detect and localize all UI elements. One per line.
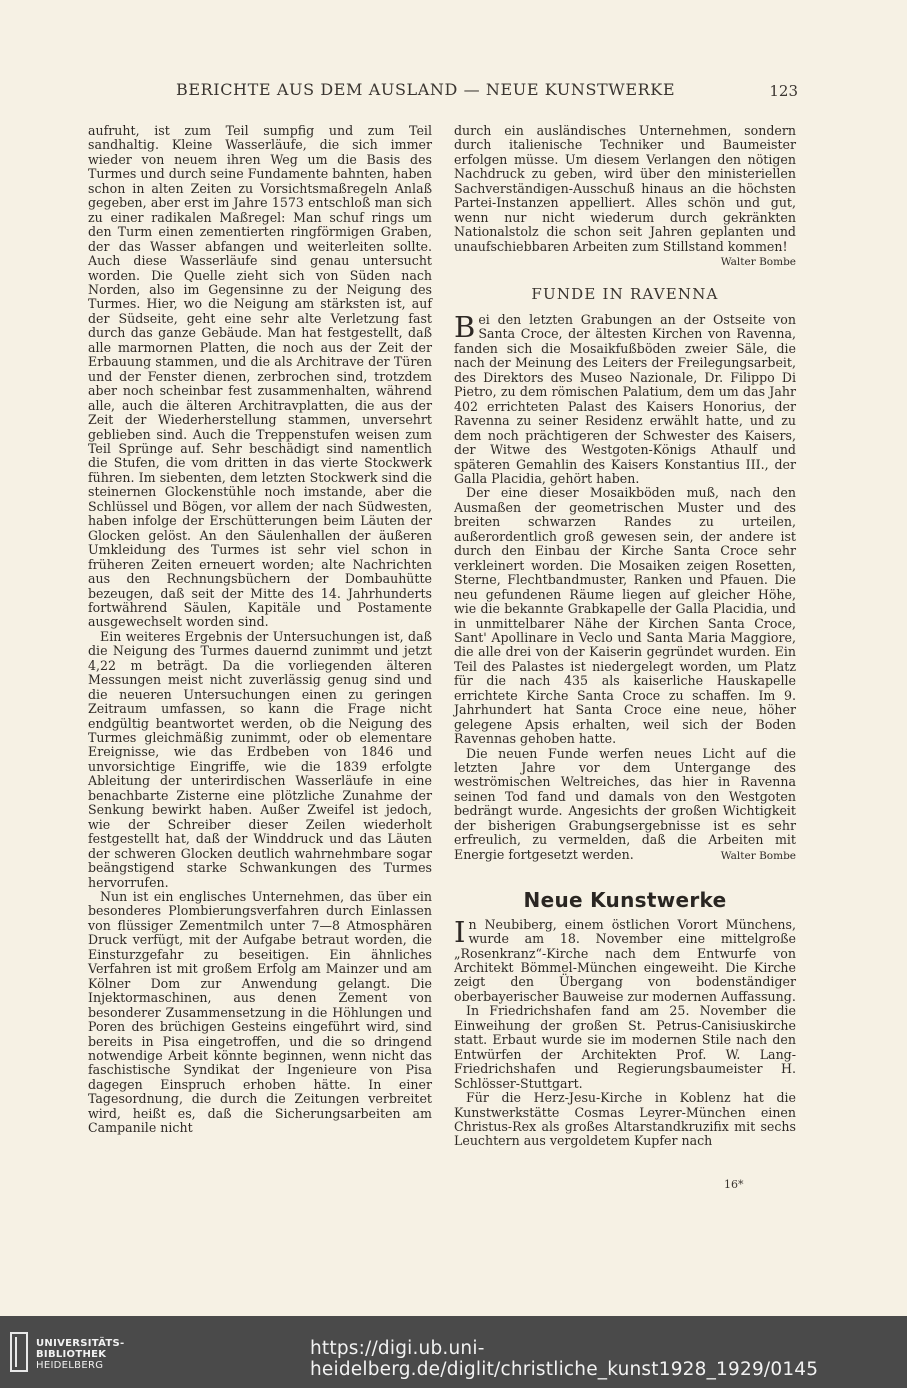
intro-paragraph — [454, 123, 796, 269]
signature-mark: 16* — [724, 1178, 744, 1191]
section2-paragraph-2: In Friedrichshafen fand am 25. November die Einweihung der großen St. Petrus-Canisiuskirche statt. Erbaut wurde sie im modernen Stile nach den Entwürfen der Architekten Prof. W. Lang-Friedrichshafen und Regierungsbaumeister H. Schlösser-Stuttgart. — [454, 1003, 796, 1091]
section1-paragraph-3 — [454, 747, 796, 863]
library-footer-bar — [0, 1316, 907, 1388]
running-header — [86, 80, 798, 106]
page-number: 123 — [769, 82, 798, 100]
library-logo-icon — [10, 1332, 28, 1372]
section1-dropcap: B — [454, 309, 476, 344]
section1-paragraph-2: Der eine dieser Mosaikböden muß, nach den Ausmaßen der geometrischen Muster und des breiten schwarzen Randes zu urteilen, außerordentlich groß gewesen sein, der andere ist durch den Einbau der Kirche Santa Croce sehr verkleinert worden. Die Mosaiken zeigen Rosetten, Sterne, Flechtbandmuster, Ranken und Pfauen. Die neu gefundenen Räume liegen auf gleicher Höhe, wie die bekannte Grabkapelle der Galla Placidia, und in unmittelbarer Nähe der Kirchen Santa Croce, Sant' Apollinare in Veclo und Santa Maria Maggiore, die alle drei von der Kaiserin gegründet wurden. Ein Teil des Palastes ist niedergelegt worden, um Platz für die nach 435 als kaiserliche Hauskapelle errichtete Kirche Santa Croce zu schaffen. Im 9. Jahrhundert hat Santa Croce eine neue, höher gelegene Apsis erhalten, weil sich der Boden Ravennas gehoben hatte. — [454, 485, 796, 747]
institution-line-3: HEIDELBERG — [36, 1360, 104, 1371]
permalink-url[interactable]: https://digi.ub.uni-heidelberg.de/diglit/christliche_kunst1928_1929/0145 — [310, 1338, 819, 1380]
section1-p1-text: ei den letzten Grabungen an der Ostseite von Santa Croce, der ältesten Kirchen von Ravenna, fanden sich die Mosaikfußböden zweier Säle, die nach der Meinung des Leiters der Freilegungsarbeit, des Direktors des Museo Nazionale, Dr. Filippo Di Pietro, zu dem römischen Palatium, dem um das Jahr 402 errichteten Palast des Kaisers Honorius, der Ravenna zu seiner Residenz erwählt hatte, und zu dem noch prächtigeren der Schwester des Kaisers, der Witwe des Westgoten-Königs Athaulf und späteren Gemahlin des Kaisers Konstantius III., der Galla Placidia, gehört haben. — [454, 311, 796, 486]
left-paragraph-1: aufruht, ist zum Teil sumpfig und zum Teil sandhaltig. Kleine Wasserläufe, die sich immer wieder von neuem ihren Weg um die Basis des Turmes und durch seine Fundamente bahnten, haben schon in alten Zeiten zu Vorsichtsmaßregeln Anlaß gegeben, aber erst im Jahre 1573 entschloß man sich zu einer radikalen Maßregel: Man schuf rings um den Turm einen zementierten ringförmigen Graben, der das Wasser abfangen und weiterleiten sollte. Auch diese Wasserläufe sind genau untersucht worden. Die Quelle zieht sich von Süden nach Norden, also im Gegensinne zu der Neigung des Turmes. Hier, wo die Neigung am stärksten ist, auf der Südseite, geht eine sehr alte Verletzung fast durch das ganze Gebäude. Man hat festgestellt, daß alle marmornen Platten, die noch aus der Zeit der Erbauung stammen, und die als Architrave der Türen und der Fenster dienen, zerbrochen sind, trotzdem aber noch scheinbar fest zusammenhalten, während alle, auch die älteren Architravplatten, die aus der Zeit der Wiederherstellung stammen, unversehrt geblieben sind. Auch die Treppenstufen weisen zum Teil Sprünge auf. Sehr beschädigt sind namentlich die Stufen, die vom dritten in das vierte Stockwerk führen. Im siebenten, dem letzten Stockwerk sind die steinernen Glockenstühle noch imstande, aber die Schlüssel und Bögen, vor allem der nach Südwesten, haben infolge der Erschütterungen beim Läuten der Glocken gelöst. An den Säulenhallen der äußeren Umkleidung des Turmes ist sehr viel schon in früheren Zeiten erneuert worden; alte Nachrichten aus den Rechnungsbüchern der Dombauhütte bezeugen, daß seit der Mitte des 14. Jahrhunderts fortwährend Säulen, Kapitäle und Postamente ausgewechselt worden sind. — [88, 123, 432, 630]
section-title-neue-kunstwerke: Neue Kunstwerke — [523, 888, 727, 913]
section2-paragraph-1 — [454, 914, 796, 1005]
left-paragraph-2: Ein weiteres Ergebnis der Untersuchungen ist, daß die Neigung des Turmes dauernd zunimmt und jetzt 4,22 m beträgt. Da die vorliegenden älteren Messungen meist nicht zuverlässig genug sind und die neueren Untersuchungen einen zu geringen Zeitraum umfassen, so kann die Frage nicht endgültig beantwortet werden, ob die Neigung des Turmes gleichmäßig zunimmt, oder ob elementare Ereignisse, wie das Erdbeben von 1846 und unvorsichtige Eingriffe, wie die 1839 erfolgte Ableitung der unterirdischen Wasserläufe in eine benachbarte Zisterne eine plötzliche Zunahme der Senkung bewirkt haben. Außer Zweifel ist jedoch, wie der Schreiber dieser Zeilen wiederholt festgestellt hat, daß der Winddruck und das Läuten der schweren Glocken deutlich wahrnehmbare sogar beängstigend starke Schwankungen des Turmes hervorrufen. — [88, 628, 432, 890]
running-title: BERICHTE AUS DEM AUSLAND — NEUE KUNSTWERKE — [176, 80, 676, 99]
section2-dropcap: I — [454, 914, 466, 949]
right-column — [454, 124, 796, 1149]
section-title-funde-in-ravenna: FUNDE IN RAVENNA — [531, 284, 719, 303]
section2-paragraph-3: Für die Herz-Jesu-Kirche in Koblenz hat die Kunstwerkstätte Cosmas Leyrer-München einen Christus-Rex als großes Altarstandkruzifix mit sechs Leuchtern aus vergoldetem Kupfer nach — [454, 1090, 796, 1149]
intro-signature: Walter Bombe — [720, 256, 796, 269]
institution-line-1: UNIVERSITÄTS- — [36, 1338, 125, 1349]
section1-p3-text: Die neuen Funde werfen neues Licht auf die letzten Jahre vor dem Untergange des weströmischen Weltreiches, das hier in Ravenna seinen Tod fand und damals von den Westgoten bedrängt wurde. Angesichts der großen Wichtigkeit der bisherigen Grabungsergebnisse ist es sehr erfreulich, zu vermelden, daß die Arbeiten mit Energie fortgesetzt werden. — [454, 745, 796, 862]
left-paragraph-3: Nun ist ein englisches Unternehmen, das über ein besonderes Plombierungsverfahren durch Einlassen von flüssiger Zementmilch unter 7—8 Atmosphären Druck verfügt, mit der Aufgabe betraut worden, die Einsturzgefahr zu beseitigen. Ein ähnliches Verfahren ist mit großem Erfolg am Mainzer und am Kölner Dom zur Anwendung gelangt. Die Injektormaschinen, aus denen Zement von besonderer Zusammensetzung in die Höhlungen und Poren des brüchigen Gesteins eingeführt wird, sind bereits in Pisa eingetroffen, und die so dringend notwendige Arbeit könnte beginnen, wenn nicht das faschistische Syndikat der Ingenieure von Pisa dagegen Einspruch erhoben hätte. In einer Tagesordnung, die durch die Zeitungen verbreitet wird, heißt es, daß die Sicherungsarbeiten am Campanile nicht — [88, 889, 432, 1136]
left-column — [88, 124, 432, 1136]
institution-line-2: BIBLIOTHEK — [36, 1349, 107, 1360]
section1-paragraph-1 — [454, 309, 796, 486]
section1-signature: Walter Bombe — [720, 849, 796, 862]
section2-p1-text: n Neubiberg, einem östlichen Vorort Münchens, wurde am 18. November eine mittelgroße „Rosenkranz“-Kirche nach dem Entwurfe von Architekt Bömmel-München eingeweiht. Die Kirche zeigt den Übergang von bodenständiger oberbayerischer Bauweise zur modernen Auffassung. — [454, 916, 796, 1004]
intro-text: durch ein ausländisches Unternehmen, sondern durch italienische Techniker und Baumeister erfolgen müsse. Um diesem Verlangen den nötigen Nachdruck zu geben, wird über den ministeriellen Sachverständigen-Ausschuß hinaus an die höchsten Partei-Instanzen appelliert. Alles schön und gut, wenn nur nicht wiederum durch gekränkten Nationalstolz die schon seit Jahren geplanten und unaufschiebbaren Arbeiten zum Stillstand kommen! — [454, 123, 796, 254]
